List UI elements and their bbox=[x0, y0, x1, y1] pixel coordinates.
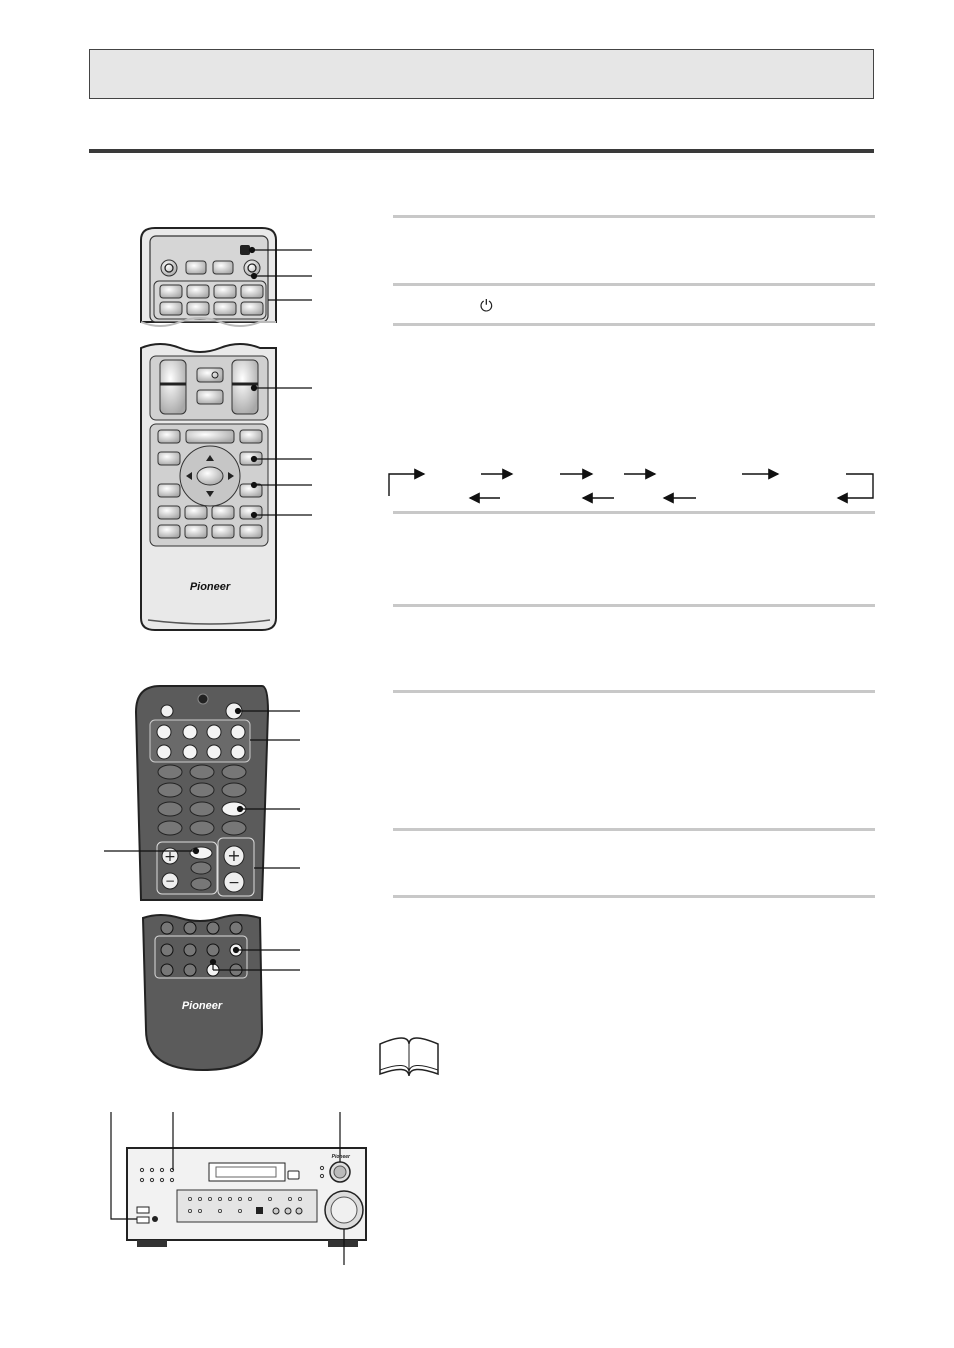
svg-text:Pioneer: Pioneer bbox=[331, 1154, 350, 1160]
cycle-arrows bbox=[389, 474, 873, 498]
svg-text:−: − bbox=[164, 874, 176, 888]
receiver-front-panel bbox=[127, 1148, 366, 1247]
remote-2-top bbox=[136, 686, 268, 900]
remote-2-bottom bbox=[143, 915, 262, 1070]
svg-text:+: + bbox=[227, 846, 241, 865]
pioneer-logo: Pioneer bbox=[189, 581, 231, 593]
power-icon: ⏻ bbox=[480, 296, 493, 315]
svg-text:−: − bbox=[228, 875, 240, 891]
pioneer-logo: Pioneer bbox=[181, 1000, 223, 1012]
svg-text:+: + bbox=[164, 849, 176, 865]
book-icon bbox=[380, 1038, 438, 1076]
